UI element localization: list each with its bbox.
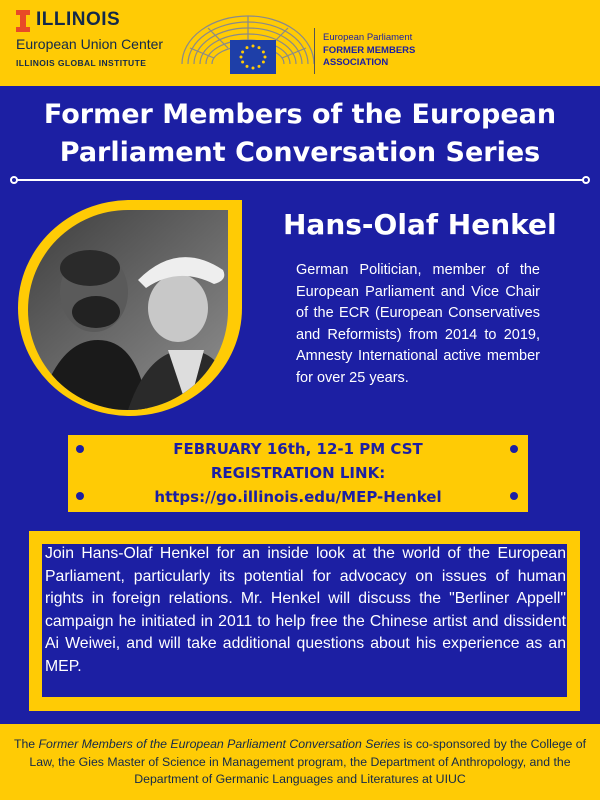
- title-divider: [16, 179, 584, 181]
- eu-center-name: European Union Center: [16, 36, 164, 52]
- fmaa-logo-text: [323, 32, 415, 70]
- illinois-wordmark: ILLINOIS: [36, 9, 121, 30]
- logo-divider: [314, 28, 315, 74]
- illinois-block-i-icon: [16, 10, 30, 32]
- event-series-title: [20, 96, 580, 172]
- registration-link[interactable]: https://go.illinois.edu/MEP-Henkel: [154, 488, 442, 506]
- sponsor-prefix: The: [13, 737, 39, 751]
- divider-dot-right: [582, 176, 590, 184]
- speaker-name: Hans-Olaf Henkel: [283, 208, 557, 241]
- speaker-photo: [18, 200, 266, 416]
- title-line2: Parliament Conversation Series: [59, 137, 541, 168]
- registration-label: REGISTRATION LINK:: [210, 464, 386, 482]
- series-name: Former Members of the European Parliament Conversation Series: [38, 737, 401, 751]
- speaker-bio: German Politician, member of the European Parliament and Vice Chair of the ECR (European Conservatives and Reformists) from 2014 to 2019, Amnesty International active member for over 25 years.: [296, 262, 540, 386]
- fmaa-line3: ASSOCIATION: [323, 57, 389, 68]
- event-date: FEBRUARY 16th, 12-1 PM CST: [173, 440, 423, 458]
- event-info-box: [68, 435, 528, 512]
- eu-flag-icon: [230, 40, 276, 74]
- sponsor-note: [10, 736, 590, 789]
- title-line1: Former Members of the European: [43, 99, 557, 130]
- fmaa-line1: European Parliament: [323, 32, 413, 43]
- fmaa-line2: FORMER MEMBERS: [323, 44, 416, 56]
- event-description: Join Hans-Olaf Henkel for an inside look at the world of the European Parliament, particularly its potential for advocacy on issues of human rights in foreign relations. Mr. Henkel will discuss the "Berliner Appell" campaign he initiated in 2011 to help free the Chinese artist and dissident Ai Weiwei, and will take additional questions about his experience as an MEP.: [45, 545, 566, 675]
- global-institute-name: ILLINOIS GLOBAL INSTITUTE: [16, 58, 147, 68]
- european-parliament-hemicycle-icon: [178, 8, 318, 80]
- sponsor-suffix: is co-sponsored by the College of Law, the Gies Master of Science in Management program, the Department of Anthropology, and the Department of Germanic Languages and Literatures at UIUC: [29, 737, 587, 786]
- divider-dot-left: [10, 176, 18, 184]
